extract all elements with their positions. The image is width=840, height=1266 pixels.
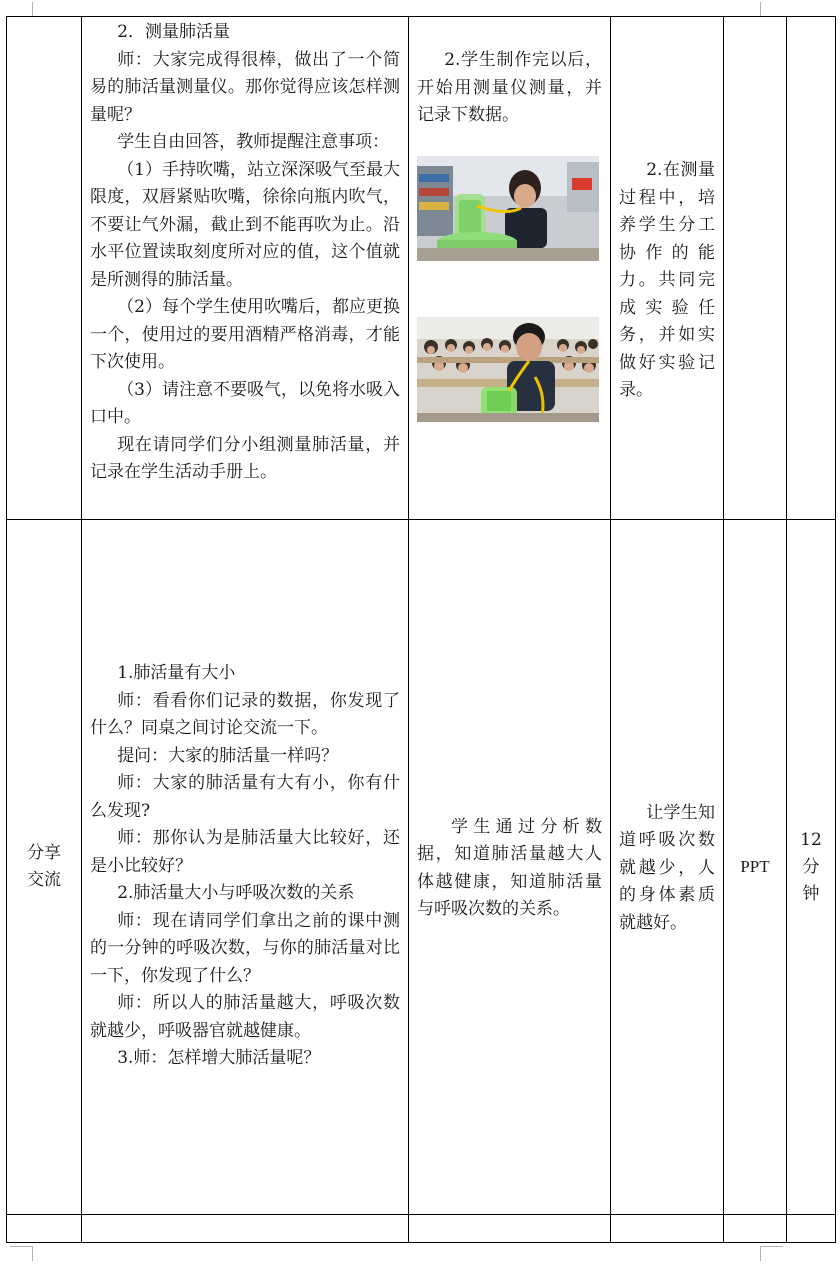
teacher-line: 学生自由回答，教师提醒注意事项：	[117, 132, 390, 152]
teacher-line: 师：现在请同学们拿出之前的课中测的一分钟的呼吸次数，与你的肺活量对比一下，你发现了什么？	[90, 910, 400, 986]
stage-cell	[7, 520, 82, 1215]
stage-label: 分享交流	[27, 843, 61, 890]
empty-cell	[787, 1215, 836, 1243]
student-activity-text: 2.学生制作完以后，开始用测量仪测量，并记录下数据。	[417, 50, 602, 125]
time-cell	[787, 520, 836, 1215]
student-activity-cell	[409, 17, 611, 520]
crop-mark-bottom-left	[10, 1246, 33, 1261]
media-cell-empty	[724, 17, 787, 520]
teacher-line: 师：大家完成得很棒，做出了一个简易的肺活量测量仪。那你觉得应该怎样测量呢？	[90, 49, 400, 125]
design-intent-text: 2.在测量过程中，培养学生分工协作的能力。共同完成实验任务，并如实做好实验记录。	[619, 160, 715, 400]
teacher-activity-cell	[82, 520, 409, 1215]
table-row-share	[7, 520, 836, 1215]
table-row-empty	[7, 1215, 836, 1243]
student-activity-text: 学生通过分析数据，知道肺活量越大人体越健康，知道肺活量与呼吸次数的关系。	[417, 816, 602, 919]
section-heading: 2.肺活量大小与呼吸次数的关系	[117, 883, 355, 903]
student-blowing-photo	[417, 156, 599, 261]
empty-cell	[724, 1215, 787, 1243]
teacher-line: （1）手持吹嘴，站立深深吸气至最大限度，双唇紧贴吹嘴，徐徐向瓶内吹气，不要让气外漏，截止到不能再吹为止。沿水平位置读取刻度所对应的值，这个值就是所测得的肺活量。	[90, 159, 401, 290]
design-intent-cell	[611, 520, 724, 1215]
classroom-measuring-photo	[417, 317, 599, 422]
teacher-line: 师：那你认为是肺活量大比较好，还是小比较好？	[90, 828, 400, 876]
table-row-measure	[7, 17, 836, 520]
crop-mark-bottom-right	[760, 1246, 783, 1261]
empty-cell	[7, 1215, 82, 1243]
teacher-line: （2）每个学生使用吹嘴后，都应更换一个，使用过的要用酒精严格消毒，才能下次使用。	[90, 297, 401, 372]
teacher-line: 师：所以人的肺活量越大，呼吸次数就越少，呼吸器官就越健康。	[90, 993, 400, 1041]
teacher-line: 现在请同学们分小组测量肺活量，并记录在学生活动手册上。	[90, 434, 400, 482]
teacher-activity-cell	[82, 17, 409, 520]
section-heading: 1.肺活量有大小	[117, 663, 236, 683]
time-cell-empty	[787, 17, 836, 520]
section-heading: 2．测量肺活量	[117, 22, 231, 42]
teacher-line: 3.师：怎样增大肺活量呢？	[117, 1048, 321, 1068]
lesson-plan-table	[6, 16, 836, 1243]
media-label: PPT	[740, 856, 770, 876]
media-cell	[724, 520, 787, 1215]
design-intent-cell	[611, 17, 724, 520]
teacher-line: 师：大家的肺活量有大有小，你有什么发现?	[90, 773, 400, 821]
empty-cell	[611, 1215, 724, 1243]
empty-cell	[409, 1215, 611, 1243]
empty-cell	[82, 1215, 409, 1243]
teacher-line: 师：看看你们记录的数据，你发现了什么？同桌之间讨论交流一下。	[90, 690, 400, 738]
crop-mark-top-left	[10, 2, 33, 17]
stage-cell-empty	[7, 17, 82, 520]
design-intent-text: 让学生知道呼吸次数就越少，人的身体素质就越好。	[619, 802, 715, 933]
time-label: 12分钟	[800, 829, 822, 904]
teacher-line: （3）请注意不要吸气，以免将水吸入口中。	[90, 379, 401, 427]
student-activity-cell	[409, 520, 611, 1215]
teacher-line: 提问：大家的肺活量一样吗？	[117, 745, 339, 766]
crop-mark-top-right	[760, 2, 783, 17]
